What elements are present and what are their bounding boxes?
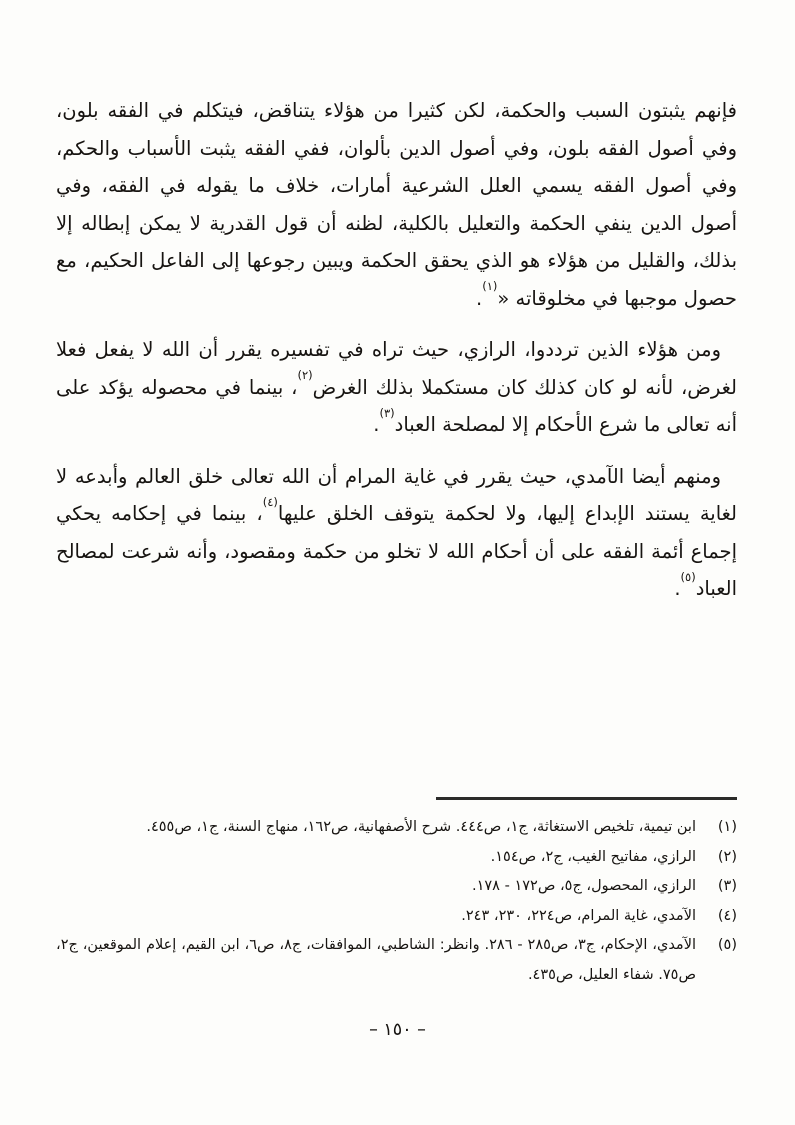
footnotes: [56, 813, 737, 990]
footnote-ref: (٥): [680, 569, 696, 584]
paragraph-text: .: [373, 413, 380, 436]
footnote-separator: [436, 797, 737, 800]
paragraph: [56, 331, 737, 444]
footnote-text: الرازي، مفاتيح الغيب، ج٢، ص١٥٤.: [490, 848, 696, 865]
paragraph-text: .: [674, 577, 681, 600]
footnote-item: [56, 813, 737, 843]
footnote-text: الآمدي، الإحكام، ج٣، ص٢٨٥ - ٢٨٦. وانظر: الشاطبي، الموافقات، ج٨، ص٦، ابن القيم، إعلام الموقعين، ج٢، ص٧٥. شفاء العليل، ص٤٣٥.: [56, 937, 696, 983]
paragraph-text: .: [476, 286, 483, 310]
body-text: [56, 92, 737, 622]
footnote-item: [56, 931, 737, 990]
paragraph: [56, 92, 737, 317]
footnote-ref: (٤): [262, 494, 278, 509]
footnote-item: [56, 843, 737, 873]
paragraph-text: ، بينما في محصوله يؤكد على أنه تعالى ما شرع الأحكام إلا لمصلحة العباد: [56, 375, 737, 436]
paragraph-text: فإنهم يثبتون السبب والحكمة، لكن كثيرا من هؤلاء يتناقض، فيتكلم في الفقه بلون، وفي أصول الفقه بلون، وفي أصول الدين بألوان، ففي الفقه يثبت الأسباب والحكم، وفي أصول الفقه يسمي العلل الشرعية أمارات، خلاف ما يقوله في الفقه، وفي أصول الدين ينفي الحكمة والتعليل بالكلية، لظنه أن قول القدرية لا يمكن إبطاله إلا بذلك، والقليل من هؤلاء هو الذي يحقق الحكمة ويبين رجوعها إلى الفاعل الحكيم، مع حصول موجبها في مخلوقاته «: [56, 99, 737, 310]
page-number: – ١٥٠ –: [369, 1020, 426, 1040]
footnote-ref: (١): [482, 279, 498, 293]
footnote-ref: (٢): [297, 368, 313, 382]
footnote-ref: (٣): [379, 405, 395, 420]
footnote-marker: (٥): [717, 937, 737, 953]
footnote-text: الآمدي، غاية المرام، ص٢٢٤، ٢٣٠، ٢٤٣.: [461, 907, 696, 924]
paragraph-text: ، بينما في إحكامه يحكي إجماع أئمة الفقه على أن أحكام الله لا تخلو من حكمة ومقصود، وأنه شرعت لمصالح العباد: [56, 502, 737, 600]
paragraph: [56, 458, 737, 608]
footnote-text: ابن تيمية، تلخيص الاستغاثة، ج١، ص٤٤٤. شرح الأصفهانية، ص١٦٢، منهاج السنة، ج١، ص٤٥٥.: [146, 819, 696, 835]
footnote-marker: (٢): [717, 848, 737, 865]
footnote-marker: (٤): [717, 907, 737, 924]
footnote-marker: (١): [717, 819, 737, 835]
paragraph-text: ومن هؤلاء الذين ترددوا، الرازي، حيث تراه في تفسيره يقرر أن الله لا يفعل فعلا لغرض، لأنه لو كان كذلك كان مستكملا بذلك الغرض: [56, 338, 737, 399]
footnote-item: [56, 902, 737, 932]
paragraph-text: ومنهم أيضا الآمدي، حيث يقرر في غاية المرام أن الله تعالى خلق العالم وأبدعه لا لغاية يستند الإبداع إليها، ولا لحكمة يتوقف الخلق عليها: [56, 464, 737, 525]
footnote-item: [56, 872, 737, 902]
footnote-marker: (٣): [717, 878, 737, 894]
footnote-text: الرازي، المحصول، ج٥، ص١٧٢ - ١٧٨.: [472, 878, 696, 894]
